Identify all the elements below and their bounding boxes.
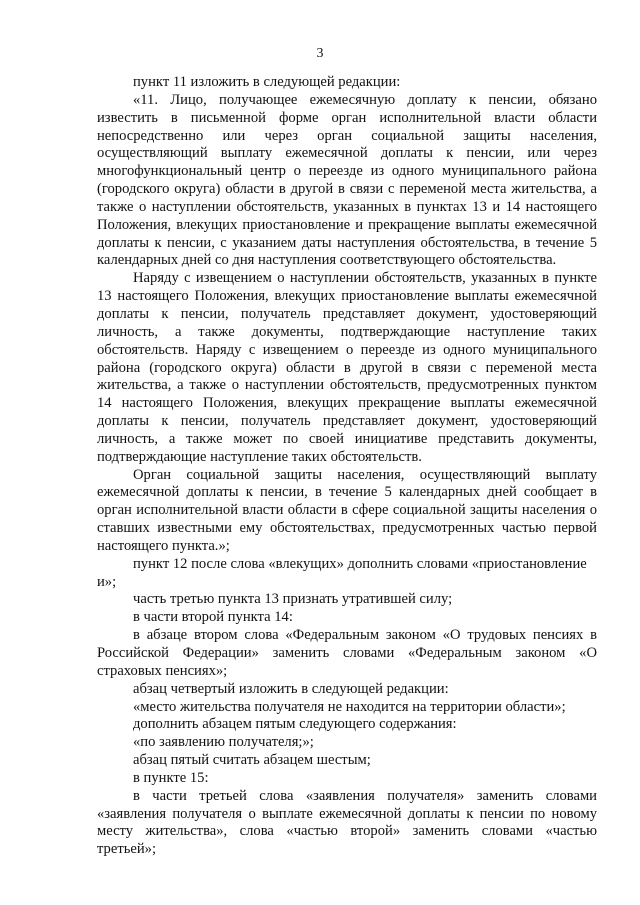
paragraph-11: дополнить абзацем пятым следующего содержания: xyxy=(133,716,457,733)
paragraph-8: в абзаце втором слова «Федеральным законом «О трудовых пенсиях в Российской Федерации» заменить словами «Федеральным законом «О страховых пенсиях»; xyxy=(97,627,597,679)
paragraph-10: «место жительства получателя не находится на территории области»; xyxy=(133,698,566,715)
paragraph-7: в части второй пункта 14: xyxy=(133,609,293,626)
document-body xyxy=(97,74,597,859)
paragraph-2: «11. Лицо, получающее ежемесячную доплату к пенсии, обязано известить в письменной форме орган исполнительной власти области непосредственно или через орган социальной защиты населения, осуществляющий выплату ежемесячной доплаты к пенсии, или через многофункциональный центр о переезде из одного муниципального района (городского округа) области в другой в связи с переменой места жительства, а также о наступлении обстоятельств, указанных в пунктах 13 и 14 настоящего Положения, влекущих приостановление и прекращение выплаты ежемесячной доплаты к пенсии, с указанием даты наступления обстоятельства, в течение 5 календарных дней со дня наступления соответствующего обстоятельства. xyxy=(97,91,597,269)
page-number: 3 xyxy=(316,46,324,61)
paragraph-15: в части третьей слова «заявления получателя» заменить словами «заявления получателя о выплате ежемесячной доплаты к пенсии по новому месту жительства», слова «частью второй» заменить словами «частью третьей»; xyxy=(97,787,597,858)
paragraph-5: пункт 12 после слова «влекущих» дополнить словами «приостановление и»; xyxy=(97,555,587,590)
paragraph-3: Наряду с извещением о наступлении обстоятельств, указанных в пункте 13 настоящего Положения, влекущих приостановление выплаты ежемесячной доплаты к пенсии, получатель представляет документ, удостоверяющий личность, а также документы, подтверждающие наступление таких обстоятельств. Наряду с извещением о переезде из одного муниципального района (городского округа) области в другой в связи с переменой места жительства, а также о наступлении обстоятельств, предусмотренных пунктом 14 настоящего Положения, влекущих прекращение выплаты ежемесячной доплаты к пенсии, получатель представляет документ, удостоверяющий личность, а также может по своей инициативе представить документы, подтверждающие наступление таких обстоятельств. xyxy=(97,270,597,465)
paragraph-1: пункт 11 изложить в следующей редакции: xyxy=(133,74,401,90)
paragraph-9: абзац четвертый изложить в следующей редакции: xyxy=(133,680,449,697)
paragraph-4: Орган социальной защиты населения, осуществляющий выплату ежемесячной доплаты к пенсии, в течение 5 календарных дней сообщает в орган исполнительной власти области в сфере социальной защиты населения о ставших известными ему обстоятельствах, предусмотренных частью первой настоящего пункта.»; xyxy=(97,466,597,554)
paragraph-14: в пункте 15: xyxy=(133,769,209,786)
paragraph-13: абзац пятый считать абзацем шестым; xyxy=(133,752,371,769)
paragraph-12: «по заявлению получателя;»; xyxy=(133,734,314,751)
paragraph-6: часть третью пункта 13 признать утратившей силу; xyxy=(133,591,453,608)
